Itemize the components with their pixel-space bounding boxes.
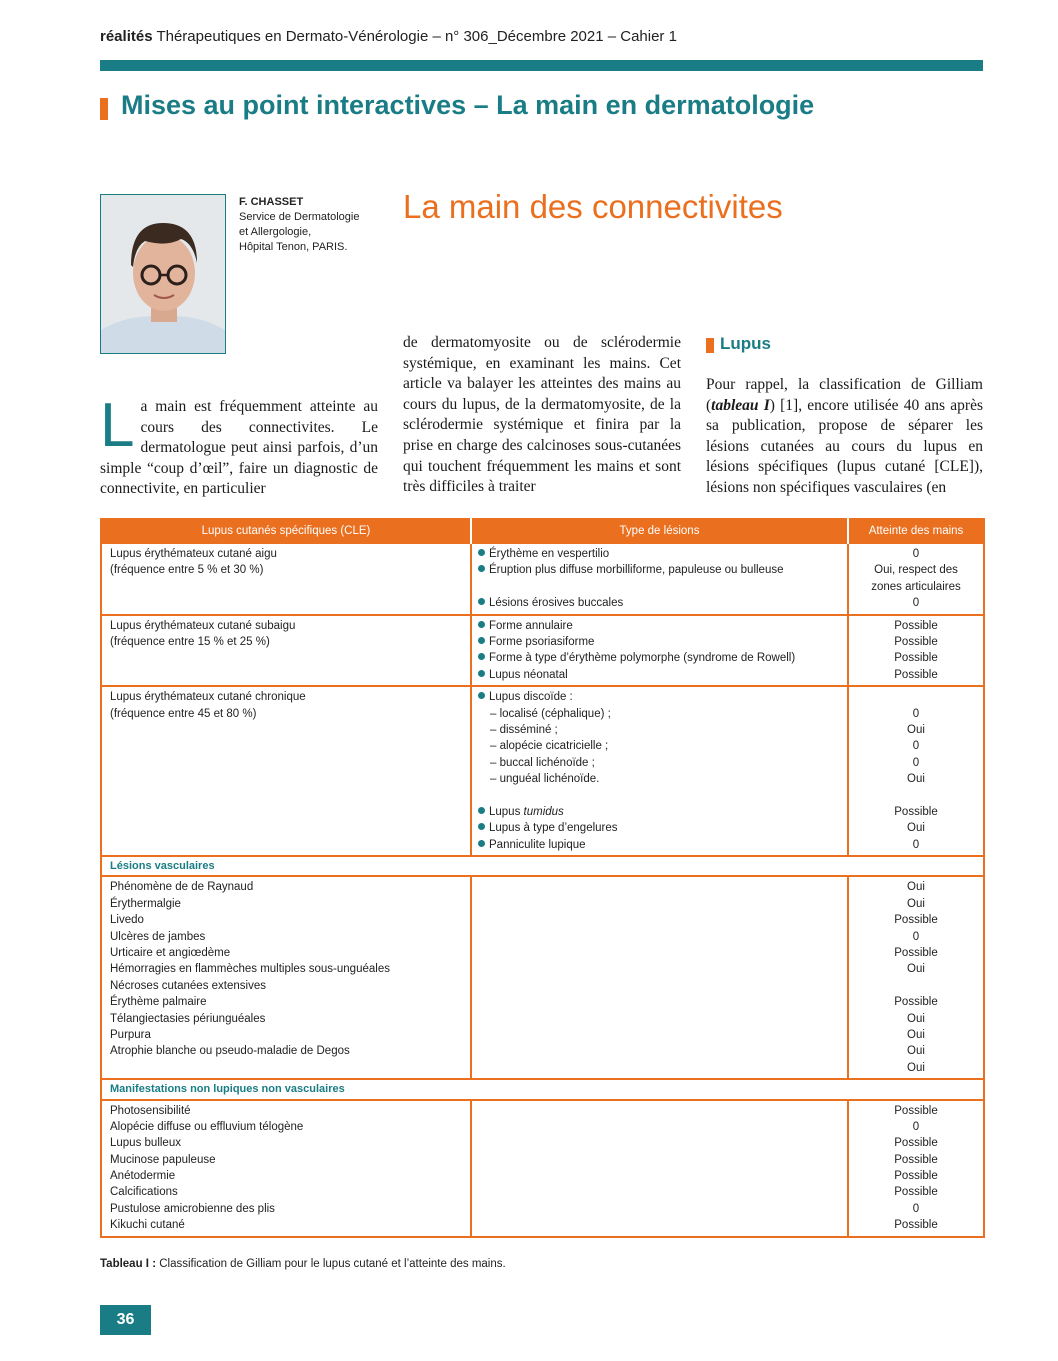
nonlupic-item: Lupus bulleux bbox=[110, 1137, 181, 1150]
lesion-line: Forme annulaire bbox=[478, 618, 841, 634]
journal-header bbox=[100, 28, 677, 45]
lesion-cell bbox=[471, 686, 848, 856]
body-text-1: a main est fréquemment atteinte au cours des connectivites. Le dermatologue peut ainsi parfois, d’un simple “coup d’œil”, faire un diagnostic de connectivite, en particulier bbox=[100, 398, 378, 498]
body-text-3-pre: Pour rappel, la classification de Gilliam ( bbox=[706, 376, 983, 414]
bullet-icon bbox=[478, 823, 485, 830]
hand-value: Possible bbox=[894, 1104, 938, 1117]
table-caption bbox=[100, 1258, 506, 1270]
bullet-icon bbox=[478, 621, 485, 628]
bullet-icon bbox=[478, 565, 485, 572]
table-header: Lupus cutanés spécifiques (CLE) bbox=[101, 519, 471, 543]
hand-value: Possible bbox=[894, 947, 938, 959]
vascular-item: Livedo bbox=[110, 914, 144, 927]
lesion-line: – buccal lichénoïde ; bbox=[490, 756, 595, 769]
hand-value: Possible bbox=[894, 805, 938, 818]
body-text-3-post: ) [1], encore utilisée 40 ans après sa publication, propose de séparer les lésions cutanées au cours du lupus en lésions spécifiques (lupus cutané [CLE]), lésions non spécifiques vasculaires (en bbox=[706, 396, 983, 496]
cle-type-cell bbox=[101, 686, 471, 856]
caption-label: Tableau I : bbox=[100, 1258, 157, 1270]
author-portrait-icon bbox=[101, 195, 225, 353]
table-row bbox=[101, 543, 984, 615]
bullet-icon bbox=[478, 807, 485, 814]
lesion-line: Lupus discoïde : bbox=[478, 689, 841, 705]
nonlupic-header-row bbox=[101, 1079, 984, 1099]
table-header: Atteinte des mains bbox=[848, 519, 984, 543]
hand-value bbox=[853, 689, 979, 705]
nonlupic-title: Manifestations non lupiques non vasculaires bbox=[101, 1079, 984, 1099]
hand-value: 0 bbox=[912, 930, 920, 943]
hand-value: Possible bbox=[894, 914, 938, 927]
cle-type-cell bbox=[101, 615, 471, 687]
table-reference-link[interactable]: tableau I bbox=[711, 396, 770, 414]
hand-value: Oui bbox=[907, 822, 925, 835]
vascular-item: Télangiectasies périunguéales bbox=[110, 1012, 266, 1025]
body-column-2 bbox=[403, 333, 681, 498]
body-text-2: de dermatomyosite ou de sclérodermie systémique, en examinant les mains. Cet article va balayer les atteintes des mains au cours du lupus, de la dermatomyosite, de la sclérodermie systémique et finira par la prise en charge des calcinoses sous-cutanées qui touchent fréquemment les mains et sont très difficiles à traiter bbox=[403, 334, 681, 496]
hand-value: Oui bbox=[907, 1012, 925, 1025]
vascular-item: Érythème palmaire bbox=[110, 996, 207, 1009]
vascular-item bbox=[110, 1060, 464, 1076]
nonlupic-item: Pustulose amicrobienne des plis bbox=[110, 1202, 275, 1215]
hand-value: Possible bbox=[894, 1153, 938, 1166]
hand-value: Oui bbox=[907, 881, 925, 894]
lesion-line: Forme à type d’érythème polymorphe (syndrome de Rowell) bbox=[478, 650, 841, 666]
subhead-lupus: Lupus bbox=[720, 334, 771, 353]
hand-value: Oui bbox=[907, 1061, 925, 1074]
header-rule bbox=[100, 60, 983, 71]
hand-value: Oui bbox=[907, 1028, 925, 1041]
drop-cap: L bbox=[100, 391, 135, 460]
gilliam-table bbox=[100, 518, 985, 1238]
body-column-3 bbox=[706, 375, 983, 499]
hand-value: Possible bbox=[894, 996, 938, 1009]
journal-issue: Thérapeutiques en Dermato-Vénérologie – n° 306_Décembre 2021 – Cahier 1 bbox=[156, 28, 677, 45]
table-row bbox=[101, 686, 984, 856]
hand-value bbox=[853, 787, 979, 803]
table-header: Type de lésions bbox=[471, 519, 848, 543]
vascular-header-row bbox=[101, 856, 984, 876]
hand-value: Possible bbox=[894, 668, 938, 681]
lesion-line: Lupus tumidus bbox=[478, 804, 841, 820]
lesion-line: Érythème en vespertilio bbox=[478, 546, 841, 562]
cle-type-line: Lupus érythémateux cutané chronique bbox=[110, 691, 306, 704]
cle-type-line: Lupus érythémateux cutané subaigu bbox=[110, 619, 296, 632]
article-title: La main des connectivites bbox=[403, 188, 783, 225]
hand-value: Possible bbox=[894, 652, 938, 665]
author-block bbox=[239, 195, 359, 255]
hand-value: zones articulaires bbox=[871, 580, 961, 593]
hand-cell bbox=[848, 876, 984, 1079]
lesion-line: – alopécie cicatricielle ; bbox=[490, 740, 609, 753]
hand-value: 0 bbox=[912, 1202, 920, 1215]
lesion-line: – localisé (céphalique) ; bbox=[490, 707, 611, 720]
vascular-item: Hémorragies en flammèches multiples sous-unguéales bbox=[110, 963, 390, 976]
subhead-marker bbox=[706, 338, 714, 353]
bullet-icon bbox=[478, 598, 485, 605]
cle-type-cell bbox=[101, 543, 471, 615]
hand-value: Possible bbox=[894, 619, 938, 632]
hand-value: 0 bbox=[912, 740, 920, 753]
vascular-item: Urticaire et angiœdème bbox=[110, 947, 231, 959]
vascular-item: Phénomène de de Raynaud bbox=[110, 881, 254, 894]
nonlupic-items-cell bbox=[101, 1100, 471, 1237]
vascular-items-cell bbox=[101, 876, 471, 1079]
nonlupic-item: Mucinose papuleuse bbox=[110, 1153, 216, 1166]
hand-value: Oui bbox=[907, 963, 925, 976]
bullet-icon bbox=[478, 840, 485, 847]
hand-value: Possible bbox=[894, 1219, 938, 1232]
hand-cell bbox=[848, 543, 984, 615]
author-affiliation-1: Service de Dermatologie bbox=[239, 211, 360, 223]
nonlupic-item: Alopécie diffuse ou effluvium télogène bbox=[110, 1120, 304, 1133]
table-row bbox=[101, 1100, 984, 1237]
cle-type-line: Lupus érythémateux cutané aigu bbox=[110, 548, 277, 560]
lesion-line: – unguéal lichénoïde. bbox=[490, 773, 600, 786]
hand-value: 0 bbox=[912, 756, 920, 769]
page-number: 36 bbox=[100, 1305, 151, 1335]
hand-value: 0 bbox=[912, 1120, 920, 1133]
author-affiliation-3: Hôpital Tenon, PARIS. bbox=[239, 241, 348, 253]
nonlupic-item: Photosensibilité bbox=[110, 1104, 191, 1117]
vascular-item: Atrophie blanche ou pseudo-maladie de Degos bbox=[110, 1045, 350, 1058]
lesion-line: Lupus néonatal bbox=[478, 667, 841, 683]
vascular-item: Ulcères de jambes bbox=[110, 930, 206, 943]
nonlupic-item: Anétodermie bbox=[110, 1170, 176, 1183]
table-row bbox=[101, 615, 984, 687]
bullet-icon bbox=[478, 653, 485, 660]
hand-value: Possible bbox=[894, 1170, 938, 1183]
author-name: F. CHASSET bbox=[239, 196, 304, 208]
body-column-1 bbox=[100, 391, 378, 500]
lesion-line: Panniculite lupique bbox=[478, 837, 841, 853]
cle-type-line: (fréquence entre 15 % et 25 %) bbox=[110, 635, 270, 648]
hand-value: 0 bbox=[912, 548, 920, 560]
lesion-cell bbox=[471, 543, 848, 615]
journal-brand: réalités bbox=[100, 28, 153, 45]
hand-value bbox=[853, 978, 979, 994]
lesion-cell bbox=[471, 615, 848, 687]
hand-value: Possible bbox=[894, 1137, 938, 1150]
bullet-icon bbox=[478, 549, 485, 556]
lesion-line: Lupus à type d’engelures bbox=[478, 820, 841, 836]
lesion-line bbox=[478, 579, 841, 595]
section-title: Mises au point interactives – La main en dermatologie bbox=[121, 90, 815, 120]
hand-value: 0 bbox=[912, 597, 920, 610]
vascular-empty-cell bbox=[471, 876, 848, 1079]
cle-type-line: (fréquence entre 45 et 80 %) bbox=[110, 707, 257, 720]
nonlupic-empty-cell bbox=[471, 1100, 848, 1237]
hand-value: Oui, respect des bbox=[874, 564, 958, 577]
lesion-line: – disséminé ; bbox=[490, 723, 558, 736]
bullet-icon bbox=[478, 670, 485, 677]
bullet-icon bbox=[478, 637, 485, 644]
hand-value: Oui bbox=[907, 897, 925, 910]
caption-text: Classification de Gilliam pour le lupus cutané et l’atteinte des mains. bbox=[159, 1258, 506, 1270]
hand-cell bbox=[848, 686, 984, 856]
bullet-icon bbox=[478, 692, 485, 699]
hand-value: Oui bbox=[907, 1045, 925, 1058]
table-row bbox=[101, 876, 984, 1079]
table-header-row bbox=[101, 519, 984, 543]
lesion-line: Lésions érosives buccales bbox=[478, 595, 841, 611]
hand-value: Possible bbox=[894, 635, 938, 648]
hand-value: Possible bbox=[894, 1186, 938, 1199]
hand-cell bbox=[848, 615, 984, 687]
lesion-line: Éruption plus diffuse morbilliforme, papuleuse ou bulleuse bbox=[478, 562, 841, 578]
vascular-item: Purpura bbox=[110, 1028, 151, 1041]
hand-value: Oui bbox=[907, 723, 925, 736]
body-text-3 bbox=[706, 375, 983, 499]
vascular-item: Nécroses cutanées extensives bbox=[110, 979, 266, 992]
hand-value: 0 bbox=[912, 707, 920, 720]
vascular-item: Érythermalgie bbox=[110, 897, 181, 910]
hand-cell bbox=[848, 1100, 984, 1237]
section-marker bbox=[100, 98, 108, 120]
nonlupic-item: Kikuchi cutané bbox=[110, 1219, 185, 1232]
hand-value: Oui bbox=[907, 773, 925, 786]
author-affiliation-2: et Allergologie, bbox=[239, 226, 312, 238]
hand-value: 0 bbox=[912, 838, 920, 851]
vascular-title: Lésions vasculaires bbox=[101, 856, 984, 876]
lesion-line: Forme psoriasiforme bbox=[478, 634, 841, 650]
lesion-line bbox=[478, 787, 841, 803]
nonlupic-item: Calcifications bbox=[110, 1186, 178, 1199]
author-photo bbox=[100, 194, 226, 354]
cle-type-line: (fréquence entre 5 % et 30 %) bbox=[110, 564, 264, 577]
